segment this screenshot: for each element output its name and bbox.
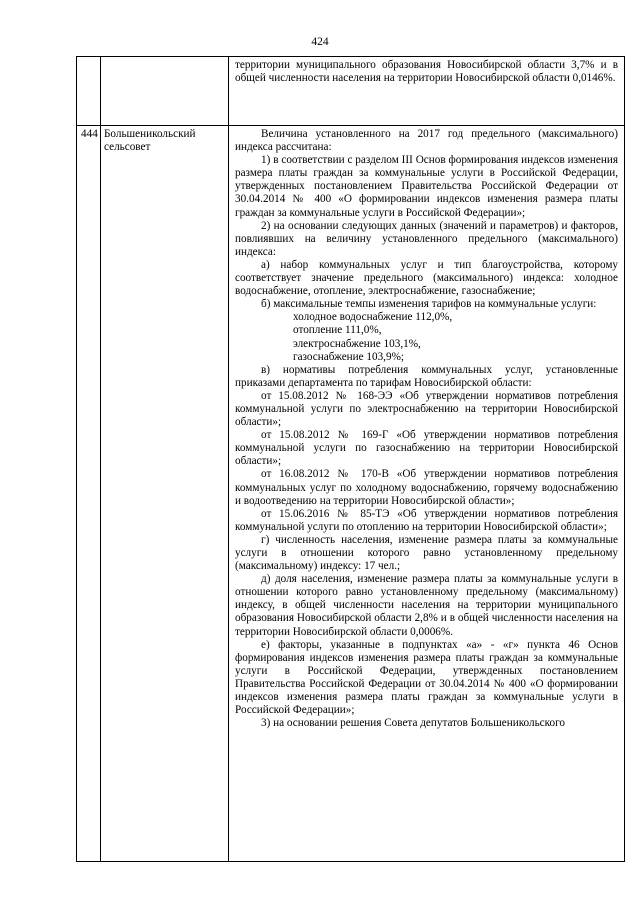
paragraph: 1) в соответствии с разделом III Основ формирования индексов изменения размера платы граждан за коммунальные услуги в Российской Федерации, утвержденных постановлением Правительства Российской Федерации от 30.04.2014 № 400 «О формировании индексов изменения размера платы граждан за коммунальные услуги в Российской Федерации»; [235, 154, 618, 219]
row-number-cell [77, 57, 101, 126]
document-table [76, 56, 625, 862]
page-number: 424 [311, 36, 329, 48]
paragraph: газоснабжение 103,9%; [293, 350, 404, 363]
paragraph: в) нормативы потребления коммунальных услуг, установленные приказами департамента по тарифам Новосибирской области: [235, 363, 618, 389]
description-cell [229, 57, 625, 126]
row-number-cell: 444 [77, 126, 101, 862]
paragraph: г) численность населения, изменение размера платы за коммунальные услуги в отношении которого равно установленному предельному (максимальному) индексу: 17 чел.; [235, 533, 618, 573]
paragraph: б) максимальные темпы изменения тарифов на коммунальные услуги: [261, 298, 597, 311]
municipality-name-cell: Большеникольский сельсовет [101, 126, 229, 862]
paragraph: а) набор коммунальных услуг и тип благоустройства, которому соответствует значение предельного (максимального) индекса: холодное водоснабжение, отопление, электроснабжение, газоснабжение; [235, 258, 618, 298]
paragraph: от 16.08.2012 № 170-В «Об утверждении нормативов потребления коммунальных услуг по холодному водоснабжению, горячему водоснабжению и водоотведению на территории Новосибирской области»; [235, 468, 618, 507]
paragraph: е) факторы, указанные в подпунктах «а» - «г» пункта 46 Основ формирования индексов изменения размера платы граждан за коммунальные услуги в Российской Федерации, утвержденных постановлением Правительства Российской Федерации от 30.04.2014 № 400 «О формировании индексов изменения размера платы граждан за коммунальные услуги в Российской Федерации»; [235, 638, 618, 717]
paragraph: электроснабжение 103,1%, [293, 337, 421, 350]
paragraph: от 15.08.2012 № 169-Г «Об утверждении нормативов потребления коммунальной услуги по газоснабжению на территории Новосибирской области»; [235, 429, 618, 468]
municipality-name-cell [101, 57, 229, 126]
paragraph: отопление 111,0%, [293, 324, 382, 337]
paragraph: Величина установленного на 2017 год предельного (максимального) индекса рассчитана: [235, 128, 618, 154]
paragraph: холодное водоснабжение 112,0%, [293, 311, 453, 324]
paragraph: 2) на основании следующих данных (значений и параметров) и факторов, повлиявших на величину установленного предельного (максимального) индекса: [235, 219, 618, 258]
table-row-444 [77, 126, 625, 862]
paragraph: 3) на основании решения Совета депутатов Большеникольского [261, 717, 566, 730]
paragraph: от 15.08.2012 № 168-ЭЭ «Об утверждении нормативов потребления коммунальной услуги по электроснабжению на территории Новосибирской области»; [235, 389, 618, 429]
paragraph: территории муниципального образования Новосибирской области 3,7% и в общей численности населения на территории Новосибирской области 0,0146%. [235, 59, 618, 85]
description-cell [229, 126, 625, 862]
paragraph: от 15.06.2016 № 85-ТЭ «Об утверждении нормативов потребления коммунальной услуги по отоплению на территории Новосибирской области»; [235, 507, 618, 533]
paragraph: д) доля населения, изменение размера платы за коммунальные услуги в отношении которого равно установленному предельному (максимальному) индексу, в общей численности населения на территории муниципального образования Новосибирской области 2,8% и в общей численности населения на территории Новосибирской области 0,0006%. [235, 573, 618, 638]
table-row-continuation [77, 57, 625, 126]
